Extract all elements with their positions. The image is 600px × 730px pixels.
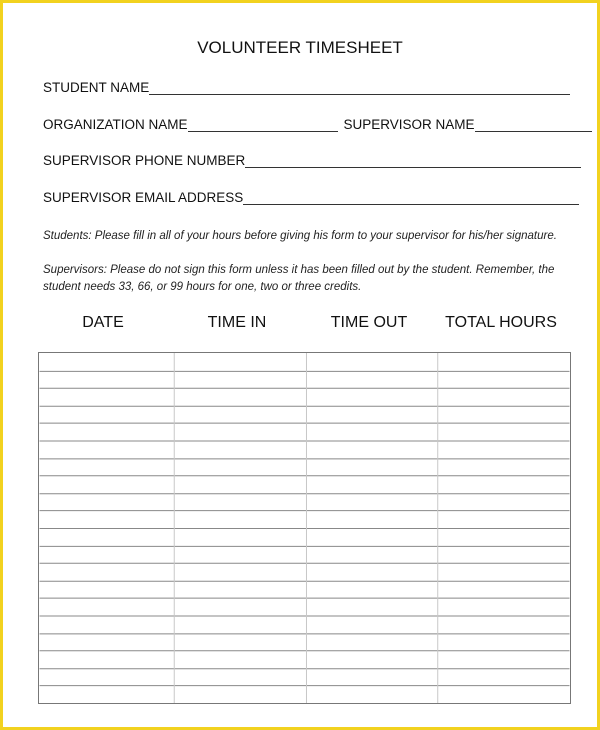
grid-cell[interactable] bbox=[437, 423, 569, 441]
grid-cell[interactable] bbox=[174, 616, 306, 634]
form-title: VOLUNTEER TIMESHEET bbox=[197, 38, 403, 57]
grid-cell[interactable] bbox=[437, 476, 569, 494]
grid-cell[interactable] bbox=[437, 493, 569, 511]
grid-cell[interactable] bbox=[174, 633, 306, 651]
grid-cell[interactable] bbox=[437, 633, 569, 651]
grid-cell[interactable] bbox=[40, 458, 174, 476]
grid-cell[interactable] bbox=[437, 686, 569, 704]
grid-cell[interactable] bbox=[437, 563, 569, 581]
grid-cell[interactable] bbox=[40, 511, 174, 529]
grid-cell[interactable] bbox=[40, 406, 174, 424]
grid-cell[interactable] bbox=[437, 371, 569, 389]
grid-cell[interactable] bbox=[40, 546, 174, 564]
grid-cell[interactable] bbox=[437, 528, 569, 546]
grid-cell[interactable] bbox=[306, 633, 437, 651]
grid-cell[interactable] bbox=[306, 353, 437, 371]
column-header-date: DATE bbox=[82, 314, 124, 331]
grid-cell[interactable] bbox=[306, 423, 437, 441]
grid-cell[interactable] bbox=[40, 476, 174, 494]
grid-cell[interactable] bbox=[40, 668, 174, 686]
student-name-row bbox=[43, 80, 570, 95]
grid-cell[interactable] bbox=[306, 668, 437, 686]
grid-cell[interactable] bbox=[306, 546, 437, 564]
grid-cell[interactable] bbox=[40, 616, 174, 634]
grid-cell[interactable] bbox=[40, 686, 174, 704]
organization-name-field[interactable] bbox=[188, 119, 338, 132]
grid-cell[interactable] bbox=[174, 686, 306, 704]
grid-cell[interactable] bbox=[174, 353, 306, 371]
grid-cell[interactable] bbox=[306, 476, 437, 494]
grid-cell[interactable] bbox=[437, 388, 569, 406]
grid-cell[interactable] bbox=[174, 598, 306, 616]
grid-cell[interactable] bbox=[437, 511, 569, 529]
grid-cell[interactable] bbox=[306, 598, 437, 616]
column-header-time-out: TIME OUT bbox=[330, 314, 408, 331]
grid-cell[interactable] bbox=[174, 406, 306, 424]
supervisor-name-field[interactable] bbox=[475, 119, 592, 132]
grid-cell[interactable] bbox=[306, 458, 437, 476]
grid-cell[interactable] bbox=[306, 563, 437, 581]
student-name-field[interactable] bbox=[149, 82, 570, 95]
grid-cell[interactable] bbox=[306, 493, 437, 511]
grid-cell[interactable] bbox=[306, 511, 437, 529]
supervisor-email-field[interactable] bbox=[243, 192, 579, 205]
grid-cell[interactable] bbox=[40, 528, 174, 546]
timesheet-page bbox=[3, 3, 597, 727]
grid-cell[interactable] bbox=[174, 563, 306, 581]
grid-cell[interactable] bbox=[437, 458, 569, 476]
grid-cell[interactable] bbox=[306, 616, 437, 634]
grid-cell[interactable] bbox=[40, 633, 174, 651]
grid-cell[interactable] bbox=[174, 423, 306, 441]
grid-cell[interactable] bbox=[174, 493, 306, 511]
grid-cell[interactable] bbox=[40, 563, 174, 581]
organization-name-label: ORGANIZATION NAME bbox=[43, 117, 188, 132]
grid-cell[interactable] bbox=[40, 598, 174, 616]
grid-cell[interactable] bbox=[174, 458, 306, 476]
grid-cell[interactable] bbox=[437, 581, 569, 599]
timesheet-grid bbox=[38, 352, 571, 704]
grid-cell[interactable] bbox=[306, 441, 437, 459]
grid-cell[interactable] bbox=[306, 371, 437, 389]
grid-cell[interactable] bbox=[174, 528, 306, 546]
grid-cell[interactable] bbox=[174, 441, 306, 459]
grid-cell[interactable] bbox=[437, 651, 569, 669]
grid-cell[interactable] bbox=[174, 388, 306, 406]
supervisor-email-row bbox=[43, 190, 579, 205]
grid-cell[interactable] bbox=[306, 388, 437, 406]
grid-cell[interactable] bbox=[437, 406, 569, 424]
student-name-label: STUDENT NAME bbox=[43, 80, 150, 95]
grid-cell[interactable] bbox=[40, 441, 174, 459]
grid-cell[interactable] bbox=[174, 371, 306, 389]
grid-cell[interactable] bbox=[437, 616, 569, 634]
grid-cell[interactable] bbox=[40, 651, 174, 669]
grid-cell[interactable] bbox=[437, 353, 569, 371]
grid-cell[interactable] bbox=[40, 388, 174, 406]
column-header-time-in: TIME IN bbox=[207, 314, 267, 331]
grid-cell[interactable] bbox=[40, 423, 174, 441]
grid-cell[interactable] bbox=[437, 598, 569, 616]
grid-cell[interactable] bbox=[40, 493, 174, 511]
supervisor-name-label: SUPERVISOR NAME bbox=[343, 117, 475, 132]
grid-cell[interactable] bbox=[437, 546, 569, 564]
grid-cell[interactable] bbox=[40, 353, 174, 371]
supervisor-phone-row bbox=[43, 153, 581, 168]
students-note: Students: Please fill in all of your hours before giving his form to your supervisor for his/her signature. bbox=[43, 230, 557, 242]
grid-cell[interactable] bbox=[306, 651, 437, 669]
grid-cell[interactable] bbox=[174, 668, 306, 686]
grid-cell[interactable] bbox=[174, 476, 306, 494]
supervisor-phone-field[interactable] bbox=[245, 155, 581, 168]
grid-cell[interactable] bbox=[40, 581, 174, 599]
grid-cell[interactable] bbox=[174, 511, 306, 529]
grid-cell[interactable] bbox=[174, 581, 306, 599]
organization-supervisor-row bbox=[43, 117, 592, 132]
grid-cell[interactable] bbox=[437, 668, 569, 686]
grid-cell[interactable] bbox=[437, 441, 569, 459]
grid-cell[interactable] bbox=[306, 581, 437, 599]
grid-cell[interactable] bbox=[174, 651, 306, 669]
column-header-total-hours: TOTAL HOURS bbox=[445, 314, 557, 331]
grid-cell[interactable] bbox=[306, 686, 437, 704]
grid-cell[interactable] bbox=[306, 406, 437, 424]
supervisor-phone-label: SUPERVISOR PHONE NUMBER bbox=[43, 153, 246, 168]
grid-cell[interactable] bbox=[174, 546, 306, 564]
grid-cell[interactable] bbox=[40, 371, 174, 389]
grid-cell[interactable] bbox=[306, 528, 437, 546]
supervisor-email-label: SUPERVISOR EMAIL ADDRESS bbox=[43, 190, 244, 205]
supervisors-note: Supervisors: Please do not sign this form unless it has been filled out by the student. Remember, the student needs 33, 66, or 99 hours for one, two or three credits. bbox=[43, 264, 555, 293]
